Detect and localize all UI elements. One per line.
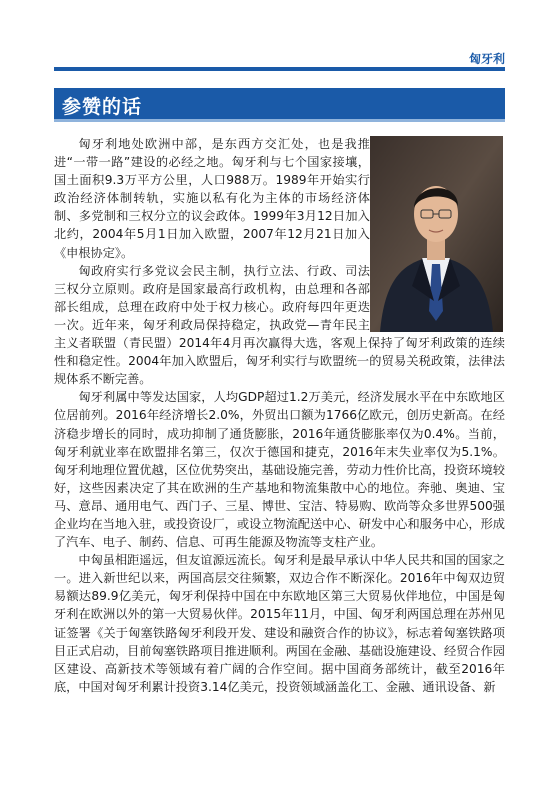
paragraph-economy: 匈牙利属中等发达国家，人均GDP超过1.2万美元，经济发展水平在中东欧地区位居前列。2016年经济增长2.0%，外贸出口额为1766亿欧元，创历史新高。在经济稳步增长的同时，成功抑制了通货膨胀，2016年通货膨胀率仅为0.4%。当前，匈牙利就业率在欧盟排名第三，仅次于德国和捷克，2016年末失业率仅为5.1%。匈牙利地理位置优越，区位优势突出，基础设施完善，劳动力性价比高，投资环境较好，这些因素决定了其在欧洲的生产基地和物流集散中心的地位。奔驰、奥迪、宝马、意昂、通用电气、西门子、三星、博世、宝洁、特易购、欧尚等众多世界500强企业均在当地入驻，或投资设厂，或设立物流配送中心、研发中心和服务中心，形成了汽车、电子、制药、信息、可再生能源及物流等支柱产业。 [54,390,505,550]
paragraph-politics: 匈政府实行多党议会民主制，执行立法、行政、司法三权分立原则。政府是国家最高行政机构，由总理和各部部长组成，总理在政府中处于权力核心。政府每四年更迭一次。近年来，匈牙利政局保持稳定，执政党—青年民主主义者联盟（青民盟）2014年4月再次赢得大选，客观上保持了匈牙利政策的连续性和稳定性。2004年加入欧盟后，匈牙利实行与欧盟统一的贸易关税政策，法律法规体系不断完善。 [54,263,505,387]
section-banner [54,88,505,122]
article-body [54,135,505,696]
paragraph-relations: 中匈虽相距遥远，但友谊源远流长。匈牙利是最早承认中华人民共和国的国家之一。进入新世纪以来，两国高层交往频繁，双边合作不断深化。2016年中匈双边贸易额达89.9亿美元，匈牙利保持中国在中东欧地区第三大贸易伙伴地位，中国是匈牙利在欧洲以外的第一大贸易伙伴。2015年11月，中国、匈牙利两国总理在苏州见证签署《关于匈塞铁路匈牙利段开发、建设和融资合作的协议》，标志着匈塞铁路项目正式启动，目前匈塞铁路项目推进顺利。两国在金融、基础设施建设、经贸合作园区建设、高新技术等领域有着广阔的合作空间。据中国商务部统计，截至2016年底，中国对匈牙利累计投资3.14亿美元，投资领域涵盖化工、金融、通讯设备、新 [54,553,505,694]
paragraph-intro: 匈牙利地处欧洲中部，是东西方交汇处，也是我推进“一带一路”建设的必经之地。匈牙利与七个国家接壤，国土面积9.3万平方公里，人口988万。1989年开始实行政治经济体制转轨，实施以私有化为主体的市场经济体制、多党制和三权分立的议会政体。1999年3月12日加入北约，2004年5月1日加入欧盟，2007年12月21日加入《申根协定》。 [54,137,370,260]
section-title: 参赞的话 [62,96,143,118]
header-divider [54,67,505,71]
photo-wrap-spacer [370,135,510,331]
header-country-label: 匈牙利 [468,52,505,66]
